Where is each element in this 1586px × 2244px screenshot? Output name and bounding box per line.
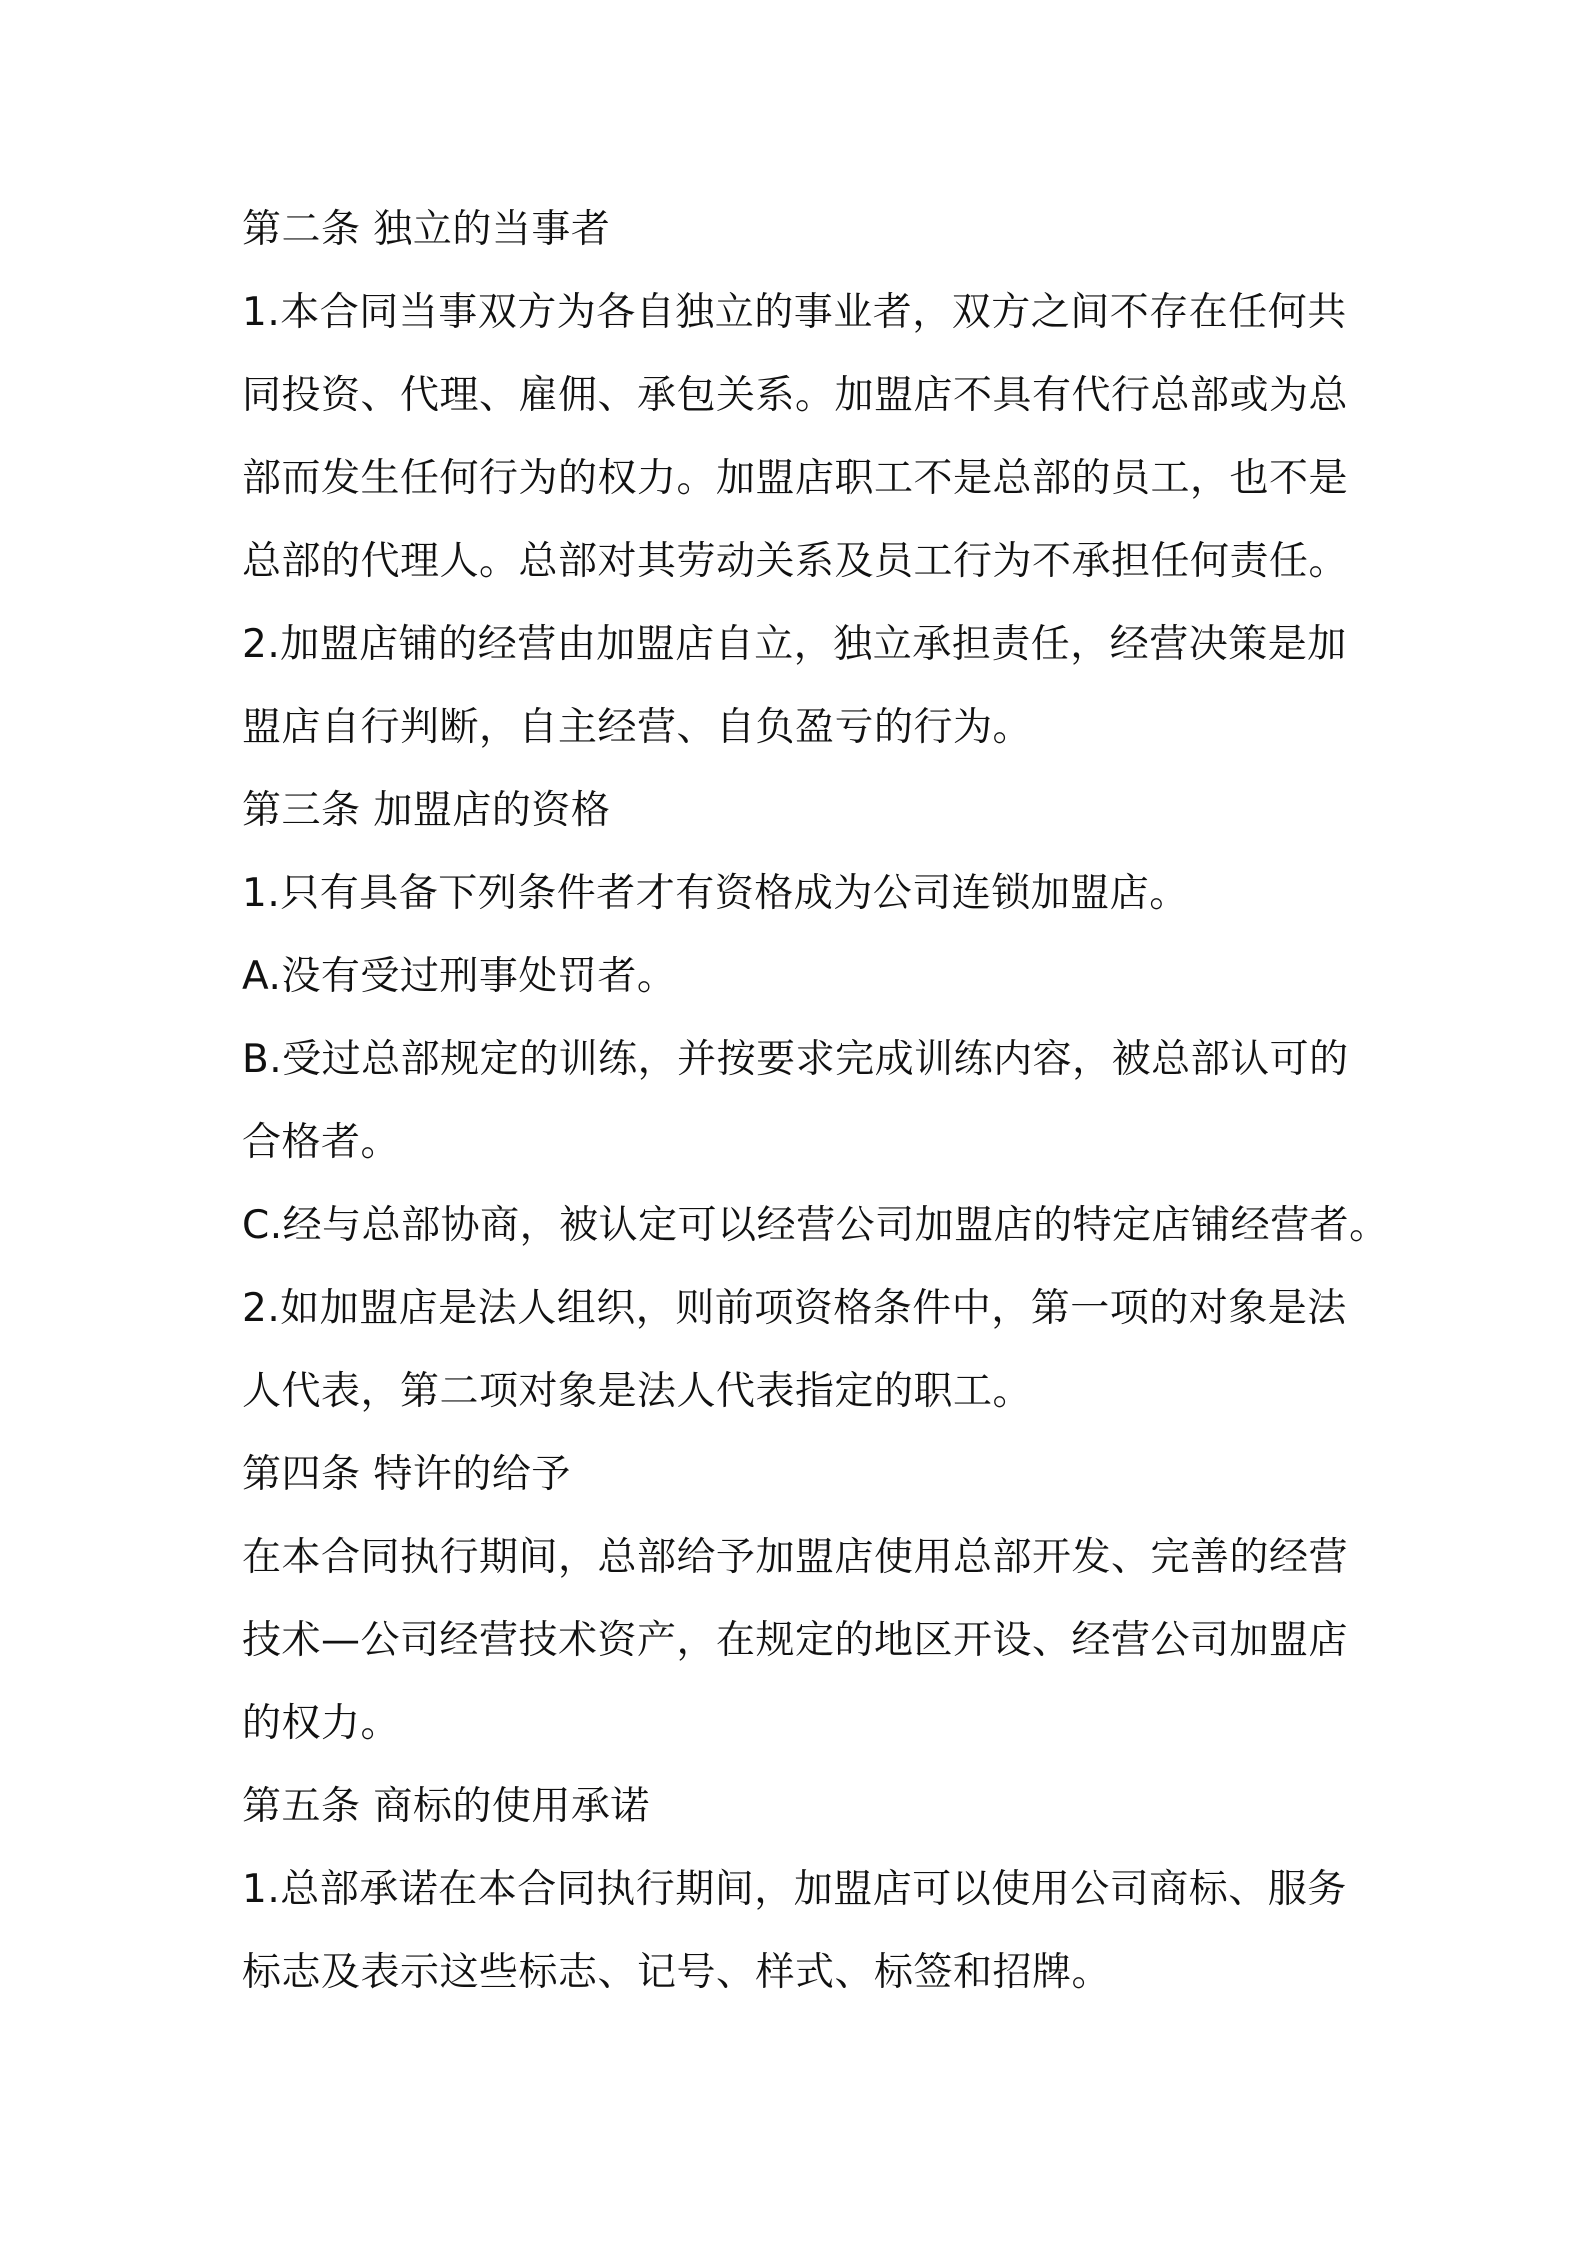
article-2-clause-1-line-3: 部而发生任何行为的权力。加盟店职工不是总部的员工，也不是: [242, 456, 1349, 501]
article-4-text-line-2: 技术—公司经营技术资产，在规定的地区开设、经营公司加盟店: [242, 1618, 1349, 1663]
article-4-text-line-1: 在本合同执行期间，总部给予加盟店使用总部开发、完善的经营: [242, 1535, 1349, 1580]
article-2-clause-2-line-2: 盟店自行判断，自主经营、自负盈亏的行为。: [242, 705, 1033, 750]
article-3-clause-1: 1.只有具备下列条件者才有资格成为公司连锁加盟店。: [242, 871, 1189, 916]
article-2-clause-2-line-1: 2.加盟店铺的经营由加盟店自立，独立承担责任，经营决策是加: [242, 622, 1347, 667]
article-5-clause-1-line-2: 标志及表示这些标志、记号、样式、标签和招牌。: [242, 1950, 1112, 1995]
document-body: [242, 188, 1389, 2014]
article-3-clause-2-line-1: 2.如加盟店是法人组织，则前项资格条件中，第一项的对象是法: [242, 1286, 1347, 1331]
article-3-item-b-line-2: 合格者。: [242, 1120, 401, 1165]
article-2-heading: 第二条 独立的当事者: [242, 207, 611, 252]
article-3-clause-2-line-2: 人代表，第二项对象是法人代表指定的职工。: [242, 1369, 1033, 1414]
article-3-heading: 第三条 加盟店的资格: [242, 788, 611, 833]
article-5-clause-1-line-1: 1.总部承诺在本合同执行期间，加盟店可以使用公司商标、服务: [242, 1867, 1347, 1912]
article-5-heading: 第五条 商标的使用承诺: [242, 1784, 650, 1829]
article-3-item-c: C.经与总部协商，被认定可以经营公司加盟店的特定店铺经营者。: [242, 1203, 1389, 1248]
article-4-heading: 第四条 特许的给予: [242, 1452, 571, 1497]
article-3-item-a: A.没有受过刑事处罚者。: [242, 954, 677, 999]
article-3-item-b-line-1: B.受过总部规定的训练，并按要求完成训练内容，被总部认可的: [242, 1037, 1349, 1082]
article-4-text-line-3: 的权力。: [242, 1701, 401, 1746]
article-2-clause-1-line-2: 同投资、代理、雇佣、承包关系。加盟店不具有代行总部或为总: [242, 373, 1349, 418]
article-2-clause-1-line-1: 1.本合同当事双方为各自独立的事业者，双方之间不存在任何共: [242, 290, 1347, 335]
article-2-clause-1-line-4: 总部的代理人。总部对其劳动关系及员工行为不承担任何责任。: [242, 539, 1349, 584]
